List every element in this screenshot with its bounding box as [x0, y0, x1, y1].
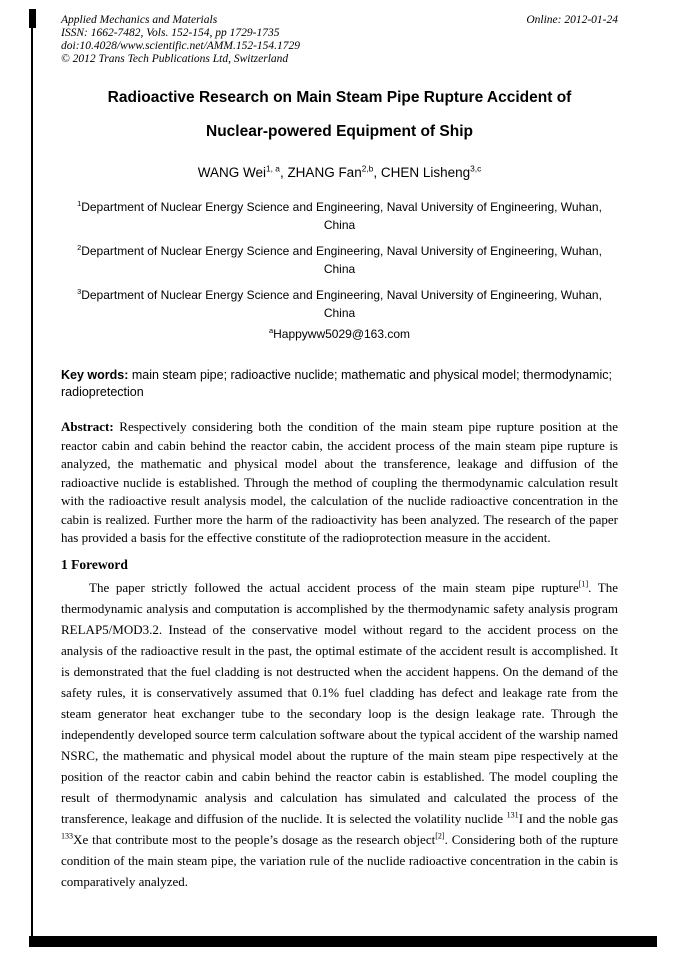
citation-ref-1: [1]: [578, 579, 589, 589]
email-address: Happyww5029@163.com: [273, 327, 411, 341]
paper-title-line1: Radioactive Research on Main Steam Pipe Rupture Accident of: [107, 89, 572, 106]
affiliation-2-marker: 2: [77, 243, 82, 252]
affiliation-3-text: Department of Nuclear Energy Science and Engineering, Naval University of Engineering, Wuhan, China: [81, 288, 602, 320]
affiliation-2: [61, 243, 618, 278]
foreword-paragraph: [61, 577, 618, 892]
affiliations-block: [61, 199, 618, 342]
author-name-2: , ZHANG Fan: [279, 165, 362, 180]
author-name-1: WANG Wei: [197, 165, 266, 180]
page-content: [61, 14, 618, 892]
author-marker-3: 3,c: [470, 163, 482, 174]
citation-ref-2: [2]: [435, 831, 445, 841]
isotope-mass-131: 131: [506, 810, 519, 820]
author-marker-2: 2,b: [361, 163, 374, 174]
author-name-3: , CHEN Lisheng: [373, 165, 471, 180]
affiliation-1-text: Department of Nuclear Energy Science and Engineering, Naval University of Engineering, Wuhan, China: [81, 200, 602, 232]
copyright-line: © 2012 Trans Tech Publications Ltd, Switzerland: [61, 53, 289, 65]
paper-title-line2: Nuclear-powered Equipment of Ship: [206, 123, 473, 140]
keywords-text: main steam pipe; radioactive nuclide; mathematic and physical model; thermodynamic; radiopretection: [61, 368, 612, 399]
doi-line: doi:10.4028/www.scientific.net/AMM.152-154.1729: [61, 40, 301, 52]
paper-title: [61, 88, 618, 142]
scan-artifact-left-edge: [31, 9, 33, 947]
abstract-text: Respectively considering both the condition of the main steam pipe rupture position at the reactor cabin and cabin behind the reactor cabin, the accident process of the main steam pipe rupture is analyzed, the mathematic and physical model about the transference, leakage and diffusion of the radioactive nuclide is established. Through the method of coupling the thermodynamic calculation result with the radioactive result analysis model, the calculation of the nuclide radioactive concentration in the cabin is realized. Further more the harm of the radioactivity has been analyzed. The research of the paper has provided a basis for the effective constitute of the radioprotection measure in the accident.: [61, 419, 618, 545]
email-line: [61, 327, 618, 342]
foreword-seg-4: I and the noble gas: [518, 810, 618, 826]
affiliation-1: [61, 199, 618, 234]
authors-line: [61, 164, 618, 182]
journal-header-left: [61, 14, 300, 66]
foreword-seg-2: . The thermodynamic analysis and computation is accomplished by the thermodynamic safety analysis program RELAP5/MOD3.2. Instead of the conservative model without regard to the accident process on the analysis of the radioactive result in the past, the optimal estimate of the accident result is accomplished. It is demonstrated that the fuel cladding is not destructed when the accident happens. On the demand of the safety rules, it is conservatively assumed that 0.1% fuel cladding has defect and leakage rate from the steam generator heat exchanger tube to the secondary loop is the design leakage rate. Through the independently developed source term calculation software about the typical accident of the warship named NSRC, the mathematic and physical model about the rupture of the main steam pipe respectively at the position of the reactor cabin and cabin behind the reactor cabin is established. The model coupling the result of thermodynamic analysis and calculation has simulated and calculated the process of the transference, leakage and diffusion of the nuclide. It is selected the volatility nuclide: [61, 579, 618, 826]
author-marker-1: 1, a: [265, 163, 280, 174]
online-date: Online: 2012-01-24: [526, 14, 618, 26]
journal-header: [61, 14, 618, 66]
affiliation-2-text: Department of Nuclear Energy Science and Engineering, Naval University of Engineering, Wuhan, China: [81, 244, 602, 276]
foreword-seg-8: . Considering both of the rupture condition of the main steam pipe, the variation rule of the nuclide radioactive concentration in the cabin is comparatively analyzed.: [61, 831, 619, 889]
affiliation-3: [61, 287, 618, 322]
email-marker: a: [268, 326, 274, 335]
journal-name: Applied Mechanics and Materials: [61, 14, 218, 26]
section-heading-foreword: 1 Foreword: [61, 556, 128, 572]
affiliation-3-marker: 3: [77, 287, 82, 296]
issn-line: ISSN: 1662-7482, Vols. 152-154, pp 1729-1735: [61, 27, 280, 39]
keywords-label: Key words:: [61, 368, 129, 382]
foreword-seg-0: The paper strictly followed the actual accident process of the main steam pipe rupture: [89, 579, 579, 595]
foreword-seg-6: Xe that contribute most to the people’s dosage as the research object: [73, 831, 436, 847]
scan-artifact-bottom-bar: [29, 936, 657, 947]
abstract-block: [61, 418, 618, 548]
abstract-label: Abstract:: [61, 419, 114, 434]
affiliation-1-marker: 1: [77, 199, 82, 208]
keywords-block: [61, 367, 618, 401]
isotope-mass-133: 133: [61, 831, 74, 841]
